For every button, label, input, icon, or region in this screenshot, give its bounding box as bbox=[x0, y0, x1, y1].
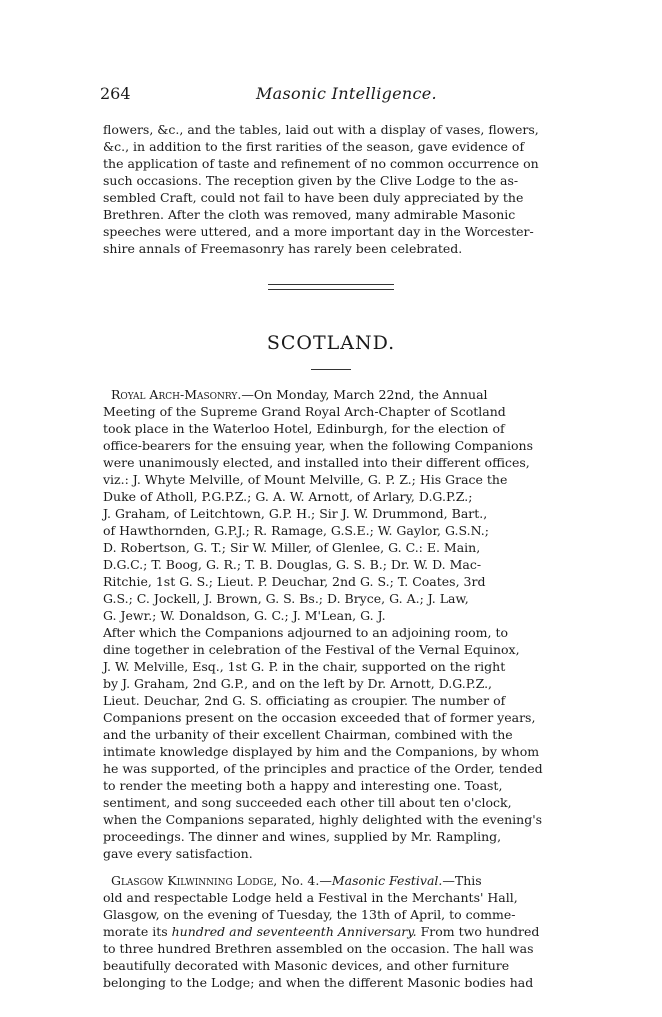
text-line: Companions present on the occasion exceeded that of former years, bbox=[103, 710, 536, 725]
italic-run: hundred and seventeenth Anniversary. bbox=[171, 924, 417, 939]
running-title: Masonic Intelligence. bbox=[256, 84, 437, 103]
text-line: G. Jewr.; W. Donaldson, G. C.; J. M'Lean, G. J. bbox=[103, 608, 386, 623]
page-number: 264 bbox=[100, 84, 131, 103]
text-run: —On Monday, March 22nd, the Annual bbox=[241, 387, 488, 402]
text-line: After which the Companions adjourned to an adjoining room, to bbox=[103, 625, 509, 640]
short-rule-divider bbox=[311, 369, 351, 370]
text-line: were unanimously elected, and installed into their different offices, bbox=[103, 455, 530, 470]
text-run: morate its bbox=[103, 924, 172, 939]
text-line: &c., in addition to the first rarities of the season, gave evidence of bbox=[103, 139, 525, 154]
paragraph-first-line bbox=[103, 872, 563, 889]
text-line: D. Robertson, G. T.; Sir W. Miller, of Glenlee, G. C.: E. Main, bbox=[103, 540, 481, 555]
text-run: From two hundred bbox=[416, 924, 540, 939]
paragraph-lead: Royal Arch-Masonry. bbox=[110, 387, 242, 402]
text-line: and the urbanity of their excellent Chairman, combined with the bbox=[103, 727, 513, 742]
text-line: to render the meeting both a happy and interesting one. Toast, bbox=[103, 778, 503, 793]
text-line bbox=[103, 923, 563, 940]
text-line: D.G.C.; T. Boog, G. R.; T. B. Douglas, G. S. B.; Dr. W. D. Mac- bbox=[103, 557, 482, 572]
text-line: shire annals of Freemasonry has rarely been celebrated. bbox=[103, 241, 463, 256]
text-line: to three hundred Brethren assembled on the occasion. The hall was bbox=[103, 941, 534, 956]
text-line: dine together in celebration of the Festival of the Vernal Equinox, bbox=[103, 642, 520, 657]
paragraph-lead: Glasgow Kilwinning Lodge, bbox=[110, 873, 278, 888]
text-line: such occasions. The reception given by the Clive Lodge to the as- bbox=[103, 173, 519, 188]
text-line: Duke of Atholl, P.G.P.Z.; G. A. W. Arnott, of Arlary, D.G.P.Z.; bbox=[103, 489, 473, 504]
text-line: beautifully decorated with Masonic devices, and other furniture bbox=[103, 958, 510, 973]
text-run: No. 4.— bbox=[277, 873, 332, 888]
text-run: —This bbox=[442, 873, 482, 888]
text-line: sentiment, and song succeeded each other till about ten o'clock, bbox=[103, 795, 512, 810]
text-line: intimate knowledge displayed by him and the Companions, by whom bbox=[103, 744, 540, 759]
text-line: Lieut. Deuchar, 2nd G. S. officiating as croupier. The number of bbox=[103, 693, 506, 708]
text-line: old and respectable Lodge held a Festival in the Merchants' Hall, bbox=[103, 890, 518, 905]
text-line: Brethren. After the cloth was removed, many admirable Masonic bbox=[103, 207, 516, 222]
text-line: flowers, &c., and the tables, laid out with a display of vases, flowers, bbox=[103, 122, 539, 137]
text-line: of Hawthornden, G.P.J.; R. Ramage, G.S.E.; W. Gaylor, G.S.N.; bbox=[103, 523, 489, 538]
text-line: G.S.; C. Jockell, J. Brown, G. S. Bs.; D. Bryce, G. A.; J. Law, bbox=[103, 591, 469, 606]
paragraph-first-line bbox=[103, 386, 563, 403]
section-title: SCOTLAND. bbox=[266, 332, 396, 354]
text-line: belonging to the Lodge; and when the different Masonic bodies had bbox=[103, 975, 534, 990]
double-rule-divider bbox=[268, 284, 394, 290]
text-line: J. Graham, of Leitchtown, G.P. H.; Sir J. W. Drummond, Bart., bbox=[103, 506, 488, 521]
text-line: by J. Graham, 2nd G.P., and on the left by Dr. Arnott, D.G.P.Z., bbox=[103, 676, 493, 691]
text-line: took place in the Waterloo Hotel, Edinburgh, for the election of bbox=[103, 421, 505, 436]
text-line: viz.: J. Whyte Melville, of Mount Melville, G. P. Z.; His Grace the bbox=[103, 472, 508, 487]
text-line: proceedings. The dinner and wines, supplied by Mr. Rampling, bbox=[103, 829, 502, 844]
text-line: office-bearers for the ensuing year, when the following Companions bbox=[103, 438, 534, 453]
text-line: the application of taste and refinement of no common occurrence on bbox=[103, 156, 539, 171]
text-line: Ritchie, 1st G. S.; Lieut. P. Deuchar, 2nd G. S.; T. Coates, 3rd bbox=[103, 574, 486, 589]
running-header bbox=[100, 82, 565, 106]
text-line: speeches were uttered, and a more important day in the Worcester- bbox=[103, 224, 534, 239]
text-line: when the Companions separated, highly delighted with the evening's bbox=[103, 812, 543, 827]
text-line: he was supported, of the principles and practice of the Order, tended bbox=[103, 761, 543, 776]
text-line: gave every satisfaction. bbox=[103, 846, 253, 861]
text-line: Glasgow, on the evening of Tuesday, the 13th of April, to comme- bbox=[103, 907, 516, 922]
text-line: J. W. Melville, Esq., 1st G. P. in the chair, supported on the right bbox=[103, 659, 506, 674]
text-line: Meeting of the Supreme Grand Royal Arch-Chapter of Scotland bbox=[103, 404, 506, 419]
text-line: sembled Craft, could not fail to have been duly appreciated by the bbox=[103, 190, 524, 205]
italic-run: Masonic Festival. bbox=[331, 873, 443, 888]
